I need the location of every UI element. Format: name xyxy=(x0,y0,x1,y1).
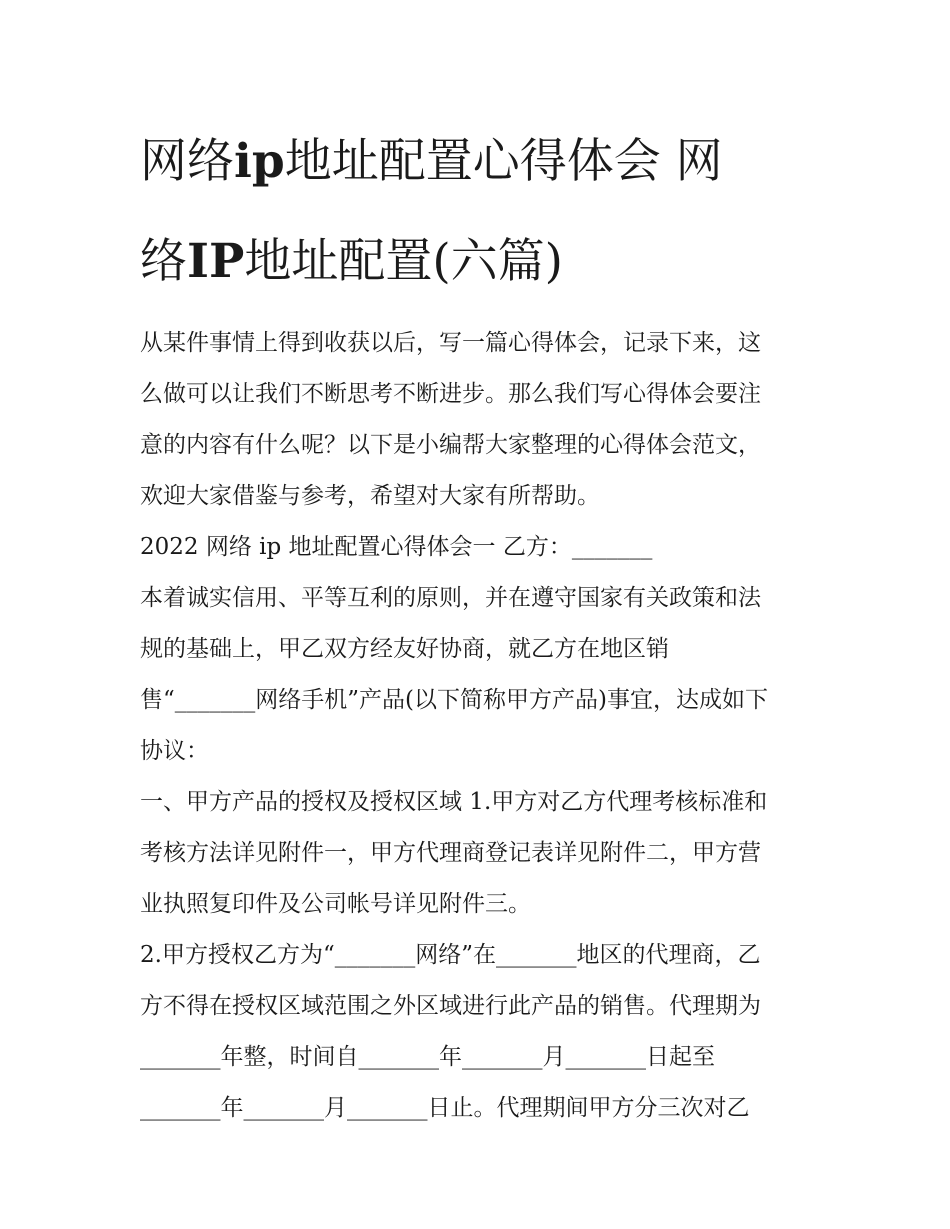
text-line: 从某件事情上得到收获以后，写一篇心得体会，记录下来，这 xyxy=(140,330,761,356)
title-text: 网络 xyxy=(140,134,234,189)
text-line: 意的内容有什么呢？以下是小编帮大家整理的心得体会范文， xyxy=(140,432,761,458)
title-text: 地址配置心得体会 网 xyxy=(284,134,723,189)
text-line: 考核方法详见附件一，甲方代理商登记表详见附件二，甲方营 xyxy=(140,840,761,866)
document-title xyxy=(140,112,820,312)
text-line: 业执照复印件及公司帐号详见附件三。 xyxy=(140,891,531,917)
text-line: 2022 网络 ip 地址配置心得体会一 乙方：_______ xyxy=(140,534,653,560)
principle-paragraph xyxy=(140,573,820,777)
text-line: _______年_______月_______日止。代理期间甲方分三次对乙 xyxy=(140,1095,750,1121)
title-text: IP xyxy=(187,234,245,289)
text-line: 欢迎大家借鉴与参考，希望对大家有所帮助。 xyxy=(140,483,600,509)
intro-paragraph xyxy=(140,318,820,522)
text-line: _______年整，时间自_______年_______月_______日起至 xyxy=(140,1044,715,1070)
title-text: 络 xyxy=(140,234,187,289)
title-text: 地址配置(六篇) xyxy=(244,234,564,289)
text-line: 协议： xyxy=(140,738,209,764)
text-line: 么做可以让我们不断思考不断进步。那么我们写心得体会要注 xyxy=(140,381,761,407)
section-2-paragraph xyxy=(140,930,820,1134)
text-line: 售“_______网络手机”产品(以下简称甲方产品)事宜，达成如下 xyxy=(140,687,768,713)
document-page xyxy=(140,112,820,1134)
title-text: ip xyxy=(234,134,285,189)
section-heading xyxy=(140,522,820,573)
text-line: 本着诚实信用、平等互利的原则，并在遵守国家有关政策和法 xyxy=(140,585,761,611)
document-body xyxy=(140,318,820,1134)
text-line: 一、甲方产品的授权及授权区域 1.甲方对乙方代理考核标准和 xyxy=(140,789,768,815)
section-1-paragraph xyxy=(140,777,820,930)
text-line: 规的基础上，甲乙双方经友好协商，就乙方在地区销 xyxy=(140,636,669,662)
text-line: 2.甲方授权乙方为“_______网络”在_______地区的代理商，乙 xyxy=(140,942,761,968)
text-line: 方不得在授权区域范围之外区域进行此产品的销售。代理期为 xyxy=(140,993,761,1019)
